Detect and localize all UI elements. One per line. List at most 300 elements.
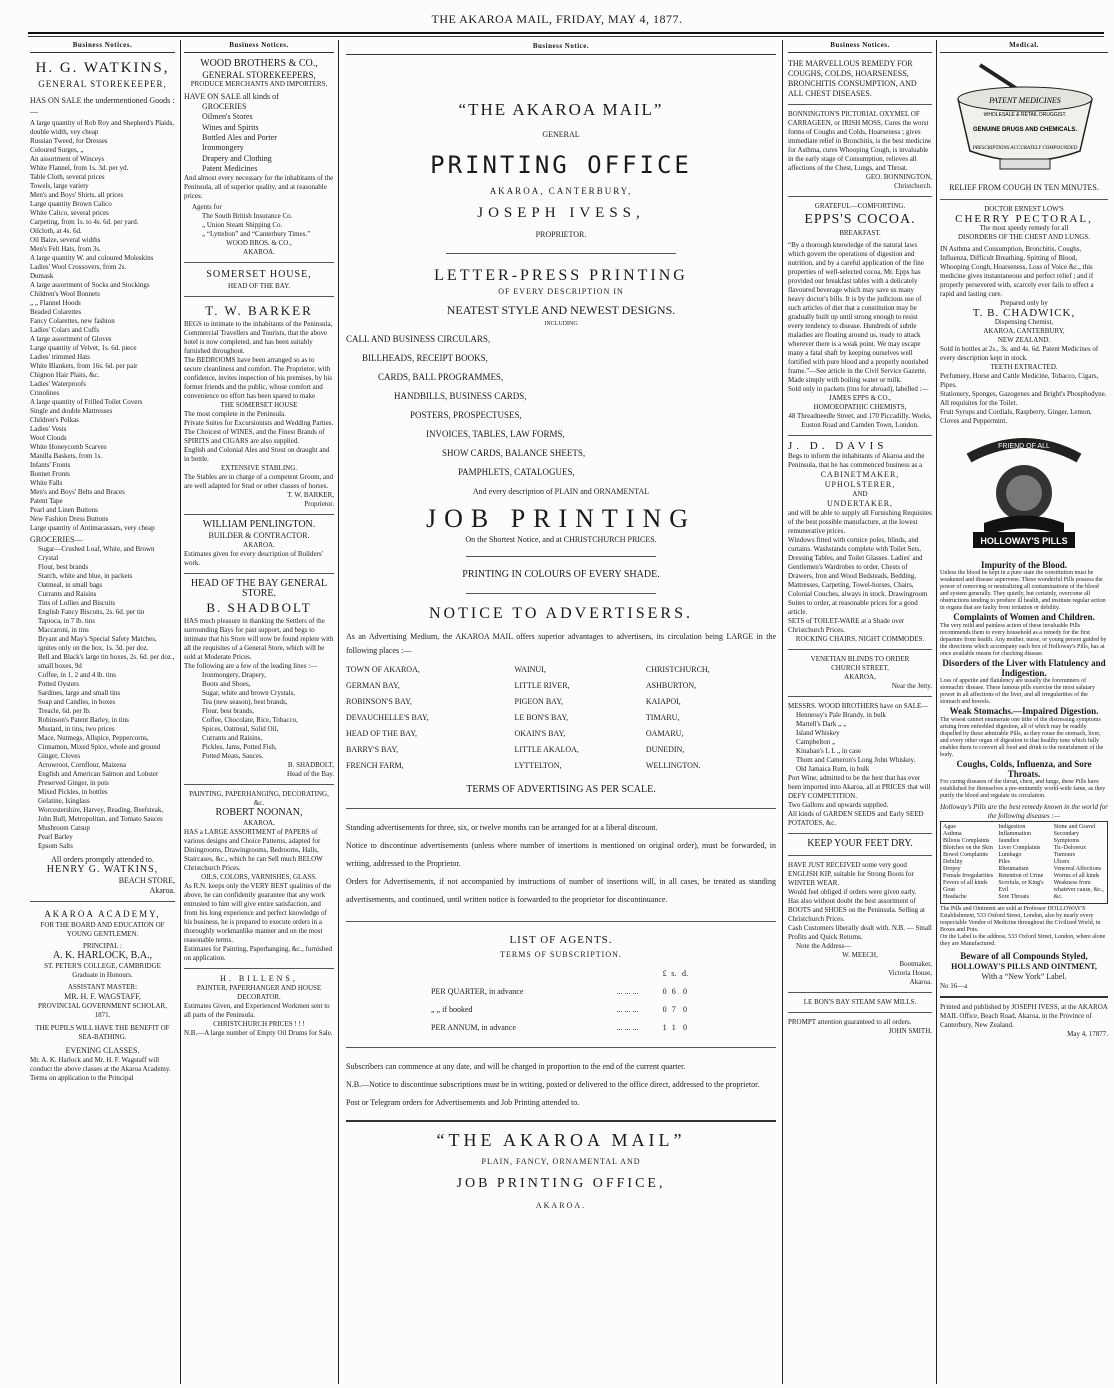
goods-item: Beaded Colarettes xyxy=(30,307,82,316)
goods-item: Men's and Boys' Shirts, all prices xyxy=(30,190,124,199)
goods-item: Oilcloth, at 4s. 6d. xyxy=(30,226,82,235)
grocery-item: Soap and Candles, in boxes xyxy=(38,698,116,707)
subscription-row xyxy=(431,1001,691,1019)
disease-item: Asthma xyxy=(943,831,962,838)
sea-bathing: THE PUPILS WILL HAVE THE BENEFIT OF SEA-BATHING. xyxy=(35,1023,170,1041)
shadbolt-item: Flour, best brands, xyxy=(202,707,254,716)
column-watkins xyxy=(30,40,175,1384)
column-stores xyxy=(184,40,334,1384)
bonnington-text: BONNINGTON'S PICTORIAL OXYMEL OF CARRAGEEN, or IRISH MOSS, Cures the worst forms of Coughs and Colds, Hoarseness ; gives immediate relief in Bronchitis, is the best medicine for Asthma, cures Whooping Cough, is invaluable in the early stage of Consumption, relieves all affections of the Chest, Lungs, and Throat. xyxy=(788,110,932,173)
watkins-intro: HAS ON SALE the undermentioned Goods :— xyxy=(30,96,175,116)
places-row xyxy=(346,694,776,710)
column-header: Medical. xyxy=(940,40,1108,53)
wood-item: GROCERIES xyxy=(202,102,247,112)
barker-text-2: The BEDROOMS have been arranged so as to secure cleanliness and comfort. The Proprietor, with confidence, invites inspection of his premises, by his former friends and the public, whose comfort and convenience no effort has been spared to make xyxy=(184,356,332,401)
meech-place: Akaroa. xyxy=(909,977,932,986)
mortar-label-2: GENUINE DRUGS AND CHEMICALS. xyxy=(972,127,1078,134)
goods-item: Infants' Fronts xyxy=(30,460,71,469)
breakfast-label: BREAKFAST. xyxy=(839,229,881,238)
two-gallons-text: Two Gallons and upwards supplied. xyxy=(788,801,889,810)
epps-address: 48 Threadneedle Street, and 170 Piccadilly. Works, Euston Road and Camden Town, London. xyxy=(788,412,932,430)
watkins-goods-list xyxy=(30,119,175,533)
port-wine-text: Port Wine, admitted to be the best that has ever been imported into Akaroa, all at PRICES that will DEFY COMPETITION. xyxy=(788,774,931,801)
divider xyxy=(30,901,175,902)
principal-label: PRINCIPAL : xyxy=(83,942,122,951)
teeth-extracted: TEETH EXTRACTED. xyxy=(990,363,1058,372)
subscription-row xyxy=(431,1019,691,1037)
epps-sold: Sold only in packets (tins for abroad), labelled :— xyxy=(788,385,929,394)
disease-item: Retention of Urine xyxy=(998,873,1044,880)
davis-text-3: Windows fitted with cornice poles, blinds, and curtains. Washstands complete with Toilet Sets, Dressing Tables, and Toilet Glasses. Ladies' and Gentlemen's Wardrobes to order. Chests of Drawers, Iron and Wood Bedsteads, Bedding, Mattresses, Carpeting, Towel-horses, Chairs, Colonial Couches, always in stock. Drawingroom Suites to order, at reasonable prices for a good article. xyxy=(788,536,928,617)
weak-text: The wisest cannot enumerate one tithe of the distressing symptoms arising from enfeebled digestion, all of which may be readily dispelled by these admirable Pills, as they rouse the stomach, liver, and every other organ of digestion to that healthy tone which fully enables them to convert all food and drink to the nourishment of the body. xyxy=(940,716,1104,758)
subscription-cell: ... ... ... xyxy=(616,987,639,996)
grocery-item: Bryant and May's Special Safety Matches, ignites only on the box, 1s. 3d. per doz. xyxy=(38,635,157,653)
general-label: GENERAL xyxy=(542,130,580,139)
divider xyxy=(346,1047,776,1048)
spirit-item: Campbelton „ xyxy=(796,738,836,747)
disease-item: Debility xyxy=(943,859,963,866)
shadbolt-item: Pickles, Jams, Potted Fish, xyxy=(202,743,277,752)
disease-item: Tumours xyxy=(1053,852,1076,859)
agents-label: Agents for xyxy=(192,203,222,212)
place-cell: LITTLE AKALOA, xyxy=(514,745,579,754)
divider xyxy=(466,556,656,557)
place-cell: BARRY'S BAY, xyxy=(346,745,399,754)
column-header: Business Notices. xyxy=(30,40,175,53)
service-item: HANDBILLS, BUSINESS CARDS, xyxy=(394,391,527,401)
shadbolt-item: Currants and Raisins, xyxy=(202,734,263,743)
grocery-item: Starch, white and blue, in packets xyxy=(38,572,133,581)
place-cell: GERMAN BAY, xyxy=(346,681,400,690)
holloway-label: HOLLOWAY'S PILLS xyxy=(980,536,1068,547)
goods-item: Patent Tape xyxy=(30,496,63,505)
disease-item: Secondary Symptoms xyxy=(1053,831,1080,845)
shadbolt-item: Potted Meats, Sauces. xyxy=(202,752,264,761)
terms-note: Terms on application to the Principal xyxy=(30,1074,134,1083)
agent-item: The South British Insurance Co. xyxy=(202,212,293,221)
divider xyxy=(940,199,1108,200)
place-cell: WELLINGTON. xyxy=(645,761,701,770)
meech-signature: W. MEECH, xyxy=(842,950,878,959)
noonan-oils: OILS, COLORS, VARNISHES, GLASS. xyxy=(201,872,317,881)
wood-sale-text: MESSRS. WOOD BROTHERS have on SALE— xyxy=(788,702,929,711)
subscription-header-row xyxy=(431,965,691,983)
coughs-text: For curing diseases of the throat, chest, and lungs, these Pills have established for themselves a pre-eminently world-wide fame, as they purify the blood and regulate its circulation. xyxy=(940,779,1106,800)
disease-item: Sore Throats xyxy=(998,894,1030,901)
remedy-heading: THE MARVELLOUS REMEDY FOR COUGHS, COLDS, HOARSENESS, BRONCHITIS CONSUMPTION, AND ALL CHEST DISEASES. xyxy=(788,59,917,99)
service-item: CALL AND BUSINESS CIRCULARS, xyxy=(346,334,491,344)
service-item: BILLHEADS, RECEIPT BOOKS, xyxy=(362,353,488,363)
friend-of-all-label: FRIEND OF ALL xyxy=(998,443,1050,451)
place-cell: LITTLE RIVER, xyxy=(514,681,570,690)
groceries-list xyxy=(30,545,175,851)
subscription-cell: 0 xyxy=(682,1005,687,1014)
every-description: OF EVERY DESCRIPTION IN xyxy=(498,287,624,296)
meech-trade: Bootmaker, xyxy=(899,959,932,968)
grocery-item: Robinson's Patent Barley, in tins xyxy=(38,716,129,725)
place-cell: WAINUI, xyxy=(514,665,546,674)
grocery-item: Maccaroni, in tins xyxy=(38,626,89,635)
goods-item: Table Cloth, several prices xyxy=(30,172,105,181)
grocery-item: Currants and Raisins xyxy=(38,590,97,599)
goods-item: Wool Clouds xyxy=(30,433,67,442)
proprietor-label: PROPRIETOR. xyxy=(535,230,587,239)
imprint-text: Printed and published by JOSEPH IVESS, at the AKAROA MAIL Office, Beach Road, Akaroa, in the Province of Canterbury, New Zealand. xyxy=(940,1003,1108,1030)
divider xyxy=(346,1120,776,1122)
places-row xyxy=(346,742,776,758)
sold-text: The Pills and Ointment are sold at Professor HOLLOWAY'S Establishment, 533 Oxford Street, London, also by nearly every respectable Vendor of Medicine throughout the Civilized World, in Boxes and Pots. xyxy=(940,906,1101,934)
feet-text: HAVE JUST RECEIVED some very good ENGLISH KIP, suitable for Strong Boots for WINTER WEAR. xyxy=(788,860,914,887)
imprint-date: May 4, 17877. xyxy=(1067,1030,1108,1039)
goods-item: A large quantity W. and coloured Moleskins xyxy=(30,253,154,262)
place-cell: OKAIN'S BAY, xyxy=(514,729,566,738)
complaints-title: Complaints of Women and Children. xyxy=(953,612,1095,623)
chadwick-name: T. B. CHADWICK, xyxy=(972,306,1076,319)
divider xyxy=(184,968,334,969)
notice-advertisers-title: NOTICE TO ADVERTISERS. xyxy=(428,605,693,622)
subscribers-text: Subscribers can commence at any date, and will be charged in proportion to the end of the current quarter. xyxy=(346,1062,686,1071)
grocery-item: Gelatine, Isinglass xyxy=(38,797,90,806)
toilet-text: All requisites for the Toilet. xyxy=(940,399,1018,408)
watkins-subtitle: GENERAL STOREKEEPER, xyxy=(38,79,167,90)
prepared-label: Prepared only by xyxy=(1000,298,1048,307)
label-text: On the Label is the address, 533 Oxford Street, London, where alone they are Manufactured. xyxy=(940,934,1106,948)
shadbolt-text: HAS much pleasure in thanking the Settlers of the surrounding Bays for past support, and begs to intimate that his Store will now be found replete with all the requisites of a General Store, which will be sold at Moderate Prices. xyxy=(184,617,334,662)
grocery-item: Tins of Lollies and Biscuits xyxy=(38,599,116,608)
shillings-header: s. xyxy=(671,969,677,978)
footer-job-printing: JOB PRINTING OFFICE, xyxy=(456,1176,666,1191)
disease-item: Gout xyxy=(943,887,955,894)
stabling-text: The Stables are in charge of a competent Groom, and are well adapted for Stud or other classes of horses. xyxy=(184,473,334,491)
wood-intro: HAVE ON SALE all kinds of xyxy=(184,91,279,101)
disease-item: Headache xyxy=(943,894,967,901)
impurity-text: Unless the blood be kept in a pure state the constitution must be weakened and disease supervene. These wonderful Pills possess the power of removing or neutralizing all contaminations of the blood and system generally. They quietly, but certainly, overcome all obstructions tending to produce ill health, and institute regular action in organs that are faulty from irritation or debility. xyxy=(940,570,1106,612)
agent-item: „ Union Steam Shipping Co. xyxy=(202,221,283,230)
keep-feet-dry-title: KEEP YOUR FEET DRY. xyxy=(807,838,913,850)
beware-title: Beware of all Compounds Styled, xyxy=(960,951,1088,962)
goods-item: Pearl and Linen Buttons xyxy=(30,505,98,514)
feet-text-3: Has also without doubt the best assortment of BOOTS and SHOES on the Peninsula. Selling at Christchurch Prices. xyxy=(788,896,925,923)
private-suites: Private Suites for Excursionists and Wedding Parties. xyxy=(184,419,334,428)
watkins-title: H. G. WATKINS, xyxy=(35,60,170,77)
billens-subtitle: PAINTER, PAPERHANGER AND HOUSE DECORATOR. xyxy=(196,984,322,1002)
goods-item: Dumask xyxy=(30,271,54,280)
grocery-item: Potted Oysters xyxy=(38,680,80,689)
wood-subtitle: GENERAL STOREKEEPERS, xyxy=(202,69,316,80)
divider xyxy=(184,784,334,785)
column-divider xyxy=(338,40,339,1384)
wood-item: Oilmen's Stores xyxy=(202,112,253,122)
davis-text: Begs to inform the inhabitants of Akaroa and the Peninsula, that he has commenced business as a xyxy=(788,451,925,469)
somerset-title: SOMERSET HOUSE, xyxy=(206,269,312,281)
wood-item: Patent Medicines xyxy=(202,163,258,173)
subscription-cell: 0 xyxy=(662,1005,667,1014)
subscription-terms: TERMS OF SUBSCRIPTION. xyxy=(500,950,622,959)
venetian-blinds: VENETIAN BLINDS TO ORDER xyxy=(810,655,910,664)
divider xyxy=(446,253,676,254)
asthma-text: IN Asthma and Consumption, Bronchitis, Coughs, Influenza, Difficult Breathing, Spitting of Blood, Whooping Cough, Hoarseness, Loss of Voice &c., this medicine gives instantaneous and perfect relief ; and if properly persevered with, scarcely ever fails to effect a rapid and lasting cure. xyxy=(940,244,1094,298)
spirit-item: Martell's Dark „ „ xyxy=(796,720,847,729)
watkins-signature: HENRY G. WATKINS, xyxy=(46,864,159,876)
bonnington-place: Christchurch. xyxy=(894,182,932,191)
goods-item: Ladies' Colars and Cuffs xyxy=(30,325,99,334)
goods-item: Men's and Boys' Belts and Braces xyxy=(30,487,125,496)
places-table xyxy=(346,662,776,774)
terms-advertising: TERMS OF ADVERTISING AS PER SCALE. xyxy=(466,784,656,795)
service-item: POSTERS, PROSPECTUSES, xyxy=(410,410,522,420)
shadbolt-item: Boots and Shoes, xyxy=(202,680,251,689)
subscription-cell: PER QUARTER, in advance xyxy=(431,987,524,996)
complaints-text: The very mild and painless action of these invaluable Pills recommends them to every household as a remedy for the first departure from health. Any mother, nurse, or young person guided by the directions which accompany each box of Holloway's Pills, has at once available means for checking disease. xyxy=(940,622,1107,657)
bonnington-signature: GEO. BONNINGTON, xyxy=(865,173,932,182)
divider xyxy=(184,573,334,574)
disease-item: Inflammation xyxy=(998,831,1031,838)
colours-title: PRINTING IN COLOURS OF EVERY SHADE. xyxy=(462,569,660,580)
church-street: CHURCH STREET, xyxy=(831,664,889,673)
garden-seeds-text: All kinds of GARDEN SEEDS and Early SEED POTATOES, &c. xyxy=(788,810,924,828)
grocery-item: Flour, best brands xyxy=(38,563,89,572)
agents-list xyxy=(184,212,334,239)
shadbolt-text-2: The following are a few of the leading lines :— xyxy=(184,662,318,671)
disease-item: Tic-Doloreux xyxy=(1053,845,1087,852)
owner-name: JOSEPH IVESS, xyxy=(477,205,645,221)
places-row xyxy=(346,758,776,774)
penlington-text: Estimates given for every description of Builders' work. xyxy=(184,549,323,567)
mortar-label-1: WHOLESALE & RETAIL DRUGGIST. xyxy=(983,112,1067,119)
principal-name: A. K. HARLOCK, B.A., xyxy=(52,950,153,962)
barker-signature: T. W. BARKER, xyxy=(287,491,334,500)
place-cell: KAIAPOI, xyxy=(645,697,681,706)
goods-item: Carpeting, from 1s. to 4s. 6d. per yard. xyxy=(30,217,139,226)
column-header: Business Notices. xyxy=(788,40,932,53)
shadbolt-title: B. SHADBOLT xyxy=(206,600,312,616)
watkins-place: Akaroa. xyxy=(149,886,175,896)
epps-cocoa-title: EPPS'S COCOA. xyxy=(804,212,916,228)
wood-title: WOOD BROTHERS & CO., xyxy=(200,58,318,70)
place-cell: HEAD OF THE BAY, xyxy=(346,729,417,738)
column-divider xyxy=(782,40,783,1384)
pounds-header: £ xyxy=(662,969,667,978)
stabling-heading: EXTENSIVE STABLING. xyxy=(220,464,298,473)
spirit-item: Old Jamaica Rum, in bulk xyxy=(796,765,870,774)
impurity-title: Impurity of the Blood. xyxy=(980,560,1067,571)
principal-honours: Graduate in Honours. xyxy=(72,970,133,979)
grocery-item: Tapioca, in 7 lb. tins xyxy=(38,617,96,626)
place-cell: ROBINSON'S BAY, xyxy=(346,697,412,706)
goods-item: Ladies' Waterproofs xyxy=(30,379,86,388)
barker-text: BEGS to intimate to the inhabitants of the Peninsula, Commercial Travellers and Tourists, that the above hotel is now completed, and has been suitably furnished throughout. xyxy=(184,320,333,356)
wood-text: And almost every necessary for the inhabitants of the Peninsula, all of superior quality, and at reasonable prices. xyxy=(184,174,334,201)
divider xyxy=(940,996,1108,998)
goods-item: Chignon Hair Plaits, &c. xyxy=(30,370,100,379)
disease-item: Worms of all kinds xyxy=(1053,873,1100,880)
assistant-scholar: PROVINCIAL GOVERNMENT SCHOLAR, xyxy=(38,1001,167,1010)
subscription-cell: 1 xyxy=(662,1023,667,1032)
noonan-title: ROBERT NOONAN, xyxy=(215,807,303,819)
noonan-text: HAS a LARGE ASSORTMENT of PAPERS of various designs and Choice Patterns, adapted for Diningrooms, Drawingrooms, Bedrooms, Halls, Staircases, &c., which he can Sell much BELOW Christchurch Prices. xyxy=(184,827,323,872)
place-cell: DUNEDIN, xyxy=(645,745,685,754)
column-header: Business Notice. xyxy=(346,40,776,55)
davis-undertaker: UNDERTAKER, xyxy=(826,499,894,509)
spirit-item: Hennessy's Pale Brandy, in bulk xyxy=(796,711,887,720)
grocery-item: Mushroom Catsup xyxy=(38,824,90,833)
orders-note: All orders promptly attended to. xyxy=(51,855,154,865)
davis-rocking-chairs: ROCKING CHAIRS, NIGHT COMMODES. xyxy=(795,635,925,644)
billens-prices: CHRISTCHURCH PRICES ! ! ! xyxy=(213,1020,305,1029)
davis-title: J. D. DAVIS xyxy=(788,440,888,453)
noonan-text-3: Estimates for Painting, Paperhanging, &c., furnished on application. xyxy=(184,944,332,962)
goods-item: White Blankets, from 16s. 6d. per pair xyxy=(30,361,138,370)
wood-subtitle-2: PRODUCE MERCHANTS AND IMPORTERS, xyxy=(190,79,328,88)
grocery-item: Sardines, large and small tins xyxy=(38,689,121,698)
place-cell: DEVAUCHELLE'S BAY, xyxy=(346,713,429,722)
speedy-remedy: The most speedy remedy for all xyxy=(979,223,1069,232)
grocery-item: Bell and Black's large tin boxes, 2s. 6d. per doz., small boxes, 9d xyxy=(38,653,175,671)
discontinue-text: Notice to discontinue advertisements (unless where number of insertions is mentioned on original order), must be forwarded, in writing, addressed to the Proprietor. xyxy=(346,841,776,868)
goods-item: Crinolines xyxy=(30,388,60,397)
shadbolt-items xyxy=(184,671,334,761)
subscription-table xyxy=(431,965,691,1037)
near-jetty: Near the Jetty. xyxy=(891,682,932,691)
akaroa-label: AKAROA, xyxy=(844,673,876,682)
davis-upholsterer: UPHOLSTERER, xyxy=(824,479,896,489)
divider xyxy=(788,992,932,993)
nb-text: N.B.—Notice to discontinue subscriptions must be in writing, posted or delivered to the office direct, addressed to the proprietor. xyxy=(346,1080,760,1089)
column-header: Business Notices. xyxy=(184,40,334,53)
subscription-cell: 0 xyxy=(662,987,667,996)
divider xyxy=(788,435,932,436)
subscription-cell: 7 xyxy=(671,1005,676,1014)
footer-title: “THE AKAROA MAIL” xyxy=(436,1130,686,1150)
shadbolt-signature: B. SHADBOLT, xyxy=(287,761,334,770)
wood-signature: WOOD BROS. & CO., xyxy=(226,239,292,248)
goods-item: White Honeycomb Scarves xyxy=(30,442,107,451)
subscription-row xyxy=(431,983,691,1001)
somerset-subtitle: HEAD OF THE BAY. xyxy=(227,282,291,291)
chadwick-chemist: Dispensing Chemist, xyxy=(994,318,1054,327)
standing-text: Standing advertisements for three, six, or twelve months can be arranged for at a liberal discount. xyxy=(346,823,658,832)
goods-item: Large quantity Brown Calico xyxy=(30,199,112,208)
penlington-place: AKAROA. xyxy=(243,540,275,549)
disease-item: Bilious Complaints xyxy=(943,838,990,845)
divider xyxy=(788,1012,932,1013)
meech-house: Victoria House, xyxy=(888,968,932,977)
liver-text: Loss of appetite and flatulency are usually the forerunners of stomachic disease. These famous pills exercise the most salutary power in all affections of the liver, and all irregularities of the stomach and bowels. xyxy=(940,678,1096,706)
grocery-item: Epsom Salts xyxy=(38,842,73,851)
service-item: SHOW CARDS, BALANCE SHEETS, xyxy=(442,448,586,458)
divider xyxy=(788,833,932,834)
davis-text-2: and will be able to supply all Furnishing Requisites of the best possible manufacture, at the lowest remunerative prices. xyxy=(788,509,932,536)
best-remedy-text: Holloway's Pills are the best remedy known in the world for the following diseases :— xyxy=(940,803,1108,821)
beware-label: With a “New York” Label. xyxy=(981,971,1067,981)
places-row xyxy=(346,662,776,678)
subscription-cell: ... ... ... xyxy=(616,1023,639,1032)
place-cell: LYTTELTON, xyxy=(514,761,562,770)
disease-item: Jaundice xyxy=(998,838,1020,845)
grocery-item: Sugar—Crushed Loaf, White, and Brown Crystal xyxy=(38,545,155,563)
orders-text: Orders for Advertisements, if not accompanied by instructions of number of insertions will, in all cases, be treated as standing advertisements, and continued, until written notice is forwarded to the proprietor for discontinuance. xyxy=(346,877,776,904)
barker-proprietor: Proprietor. xyxy=(304,500,334,509)
disease-item: Dropsy xyxy=(943,866,961,873)
shadbolt-item: Ironmongery, Drapery, xyxy=(202,671,266,680)
goods-item: Oil Baize, several widths xyxy=(30,235,101,244)
shortest-notice: On the Shortest Notice, and at CHRISTCHURCH PRICES. xyxy=(465,535,657,544)
evening-classes: EVENING CLASSES. xyxy=(65,1045,140,1055)
divider xyxy=(184,262,334,263)
goods-item: Bonnet Fronts xyxy=(30,469,70,478)
davis-and: AND xyxy=(852,490,868,499)
place-cell: CHRISTCHURCH, xyxy=(645,665,710,674)
disease-item: Scrofula, or King's Evil xyxy=(998,880,1044,894)
somerset-complete: The most complete in the Peninsula. xyxy=(184,410,286,419)
groceries-heading: GROCERIES— xyxy=(30,534,83,544)
disease-item: Ulcers xyxy=(1053,859,1070,866)
column-divider xyxy=(936,40,937,1384)
subscription-cell: „ „ if booked xyxy=(431,1005,473,1014)
divider xyxy=(346,921,776,922)
mortar-label-3: PRESCRIPTIONS ACCURATELY COMPOUNDED xyxy=(972,146,1078,152)
disease-item: Indigestion xyxy=(998,824,1026,831)
disease-item: Fevers of all kinds xyxy=(943,880,988,887)
goods-item: Ladies' Vests xyxy=(30,424,67,433)
epps-signature: JAMES EPPS & CO., xyxy=(828,394,892,403)
billens-nb: N.B.—A large number of Empty Oil Drums for Sale. xyxy=(184,1029,333,1038)
penlington-title: WILLIAM PENLINGTON. xyxy=(202,519,316,531)
beware-number: No 16—a xyxy=(940,982,968,991)
goods-item: Men's Felt Hats, from 3s. xyxy=(30,244,101,253)
column-notices-right xyxy=(788,40,932,1384)
davis-toilet-sets: SETS of TOILET-WARE at a Shade over Christchurch Prices. xyxy=(788,617,905,635)
subscription-cell: 6 xyxy=(671,987,676,996)
grocery-item: Pearl Barley xyxy=(38,833,73,842)
epps-chemists: HOMOEOPATHIC CHEMISTS, xyxy=(813,403,907,412)
barker-title: T. W. BARKER xyxy=(205,303,313,319)
new-zealand: NEW ZEALAND. xyxy=(997,336,1051,345)
mortar-label-0: PATENT MEDICINES xyxy=(989,96,1061,106)
subscription-rows xyxy=(431,983,691,1037)
pence-header: d. xyxy=(681,969,688,978)
davis-cabinetmaker: CABINETMAKER, xyxy=(820,469,900,479)
goods-item: New Fashion Dress Buttons xyxy=(30,514,109,523)
chest-disorders: DISORDERS OF THE CHEST AND LUNGS. xyxy=(958,232,1090,241)
divider xyxy=(788,104,932,105)
grocery-item: Coffee, in 1, 2 and 4 lb. tins xyxy=(38,671,117,680)
masthead-rule-thin xyxy=(28,36,1104,37)
feet-text-2: Would feel obliged if orders were given early. xyxy=(788,887,917,896)
feet-note: Note the Address— xyxy=(796,941,852,950)
footer-subtitle: PLAIN, FANCY, ORNAMENTAL AND xyxy=(481,1157,641,1166)
spirit-item: Kinahan's L L „ in case xyxy=(796,747,862,756)
plain-ornamental: And every description of PLAIN and ORNAMENTAL xyxy=(472,487,650,496)
goods-item: Towels, large variety xyxy=(30,181,89,190)
grocery-item: Mustard, in tins, two prices xyxy=(38,725,115,734)
bottles-text: Sold in bottles at 2s., 3s. and 4s. 6d. Patent Medicines of every description kept in stock. xyxy=(940,345,1099,363)
grocery-item: Mixed Pickles, in bottles xyxy=(38,788,108,797)
diseases-list xyxy=(940,821,1108,904)
place-cell: PIGEON BAY, xyxy=(514,697,563,706)
wood-place: AKAROA. xyxy=(243,248,275,257)
coughs-title: Coughs, Colds, Influenza, and Sore Throats. xyxy=(956,758,1092,779)
mortar-and-pestle-icon xyxy=(940,59,1108,179)
goods-item: A large quantity of Rob Roy and Shepherd's Plaids, double width, vey cheap xyxy=(30,118,175,136)
goods-item: Large quantity of Velvet, 1s. 6d. piece xyxy=(30,343,137,352)
wood-item: Drapery and Clothing xyxy=(202,153,272,163)
somerset-house-2: THE SOMERSET HOUSE xyxy=(220,401,298,410)
perfumery-text: Perfumery, Horse and Cattle Medicine, Tobacco, Cigars, Pipes. xyxy=(940,372,1099,390)
wood-items xyxy=(184,102,334,174)
divider xyxy=(788,196,932,197)
printing-office-title: PRINTING OFFICE xyxy=(430,151,692,179)
